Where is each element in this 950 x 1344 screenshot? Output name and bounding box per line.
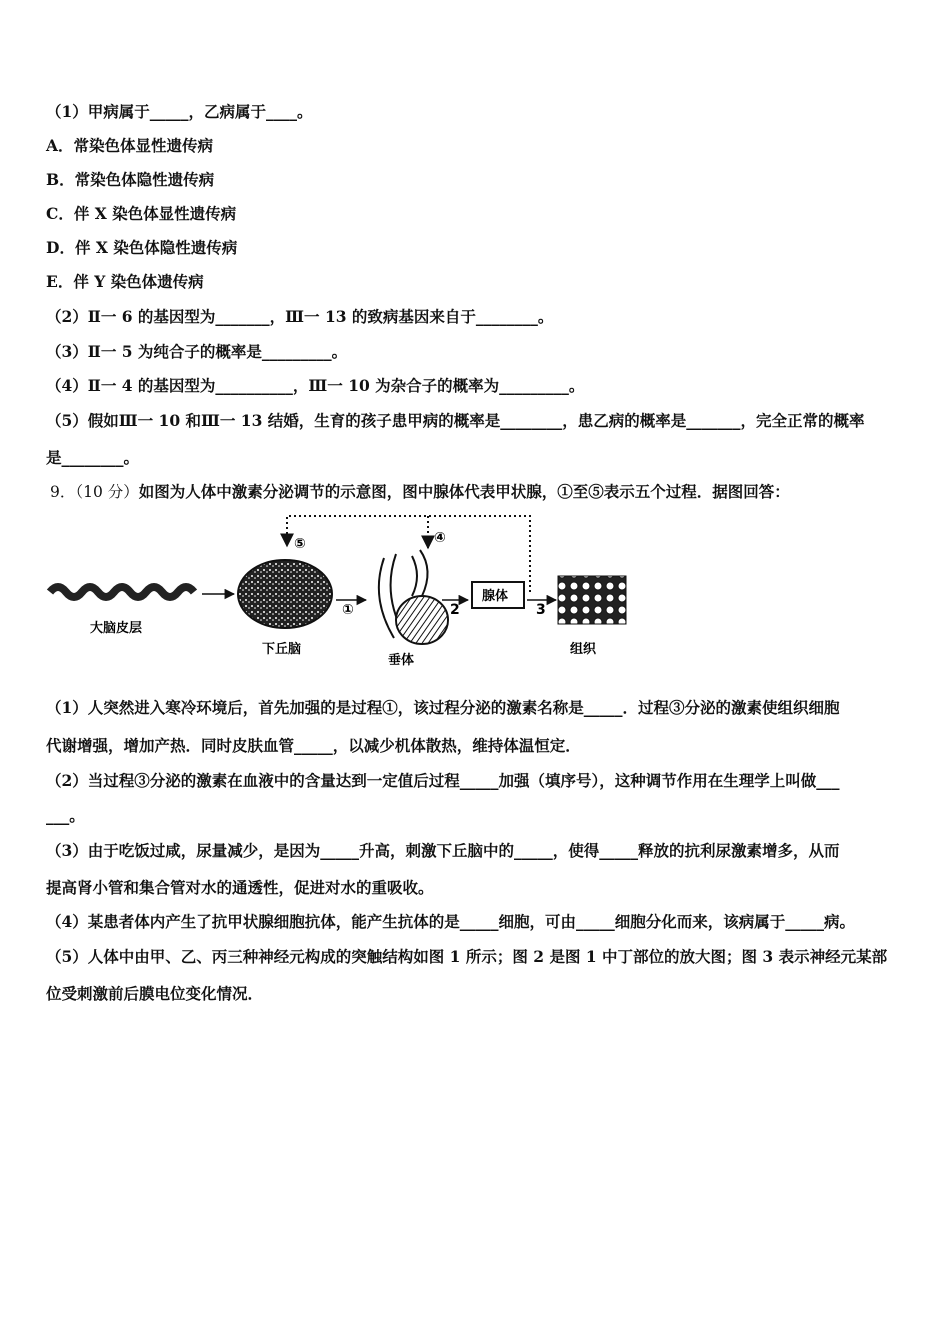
q9-sub-5b: 位受刺激前后膜电位变化情况．	[46, 984, 264, 1003]
label-cerebral-cortex: 大脑皮层	[90, 621, 143, 636]
line-q8-4: （4）Ⅱ一 4 的基因型为__________，Ⅲ一 10 为杂合子的概率为_________。	[46, 376, 585, 395]
q9-sub-4: （4）某患者体内产生了抗甲状腺细胞抗体，能产生抗体的是_____细胞，可由_____细胞分化而来，该病属于_____病。	[46, 912, 856, 931]
q9-sub-5a: （5）人体中由甲、乙、丙三种神经元构成的突触结构如图 1 所示；图 2 是图 1 中丁部位的放大图；图 3 表示神经元某部	[46, 947, 888, 966]
q9-sub-2b: ___。	[46, 806, 85, 825]
label-gland: 腺体	[482, 589, 509, 604]
hormone-regulation-diagram	[40, 508, 640, 668]
question-9-stem	[50, 482, 790, 502]
option-e: E．伴 Y 染色体遗传病	[46, 272, 204, 291]
question-text: 如图为人体中激素分泌调节的示意图，图中腺体代表甲状腺，①至⑤表示五个过程．据图回答：	[138, 482, 790, 501]
q9-sub-3a: （3）由于吃饭过咸，尿量减少，是因为_____升高，刺激下丘脑中的_____，使得_____释放的抗利尿激素增多，从而	[46, 841, 840, 860]
q9-sub-2a: （2）当过程③分泌的激素在血液中的含量达到一定值后过程_____加强（填序号），这种调节作用在生理学上叫做___	[46, 771, 840, 790]
option-b: B．常染色体隐性遗传病	[46, 170, 215, 189]
label-process-5: ⑤	[294, 536, 306, 552]
option-c: C．伴 X 染色体显性遗传病	[46, 204, 237, 223]
label-hypothalamus: 下丘脑	[262, 642, 302, 657]
label-process-4: ④	[434, 530, 446, 546]
line-q8-1: （1）甲病属于_____，乙病属于____。	[46, 102, 313, 121]
option-d: D．伴 X 染色体隐性遗传病	[46, 238, 238, 257]
cerebral-cortex-shape	[50, 587, 194, 597]
line-q8-2: （2）Ⅱ一 6 的基因型为_______，Ⅲ一 13 的致病基因来自于________。	[46, 307, 554, 326]
hypothalamus-shape	[238, 560, 332, 628]
option-a: A．常染色体显性遗传病	[46, 136, 214, 155]
question-number: 9．	[50, 483, 76, 501]
label-process-2: 2	[450, 602, 460, 618]
q9-sub-1a: （1）人突然进入寒冷环境后，首先加强的是过程①，该过程分泌的激素名称是_____．过程③分泌的激素使组织细胞	[46, 698, 840, 717]
question-score: （10 分）	[75, 483, 139, 501]
line-q8-3: （3）Ⅱ一 5 为纯合子的概率是_________。	[46, 342, 348, 361]
label-tissue: 组织	[570, 642, 597, 657]
pituitary-shape	[379, 550, 448, 644]
line-q8-5-cont: 是________。	[46, 448, 140, 467]
q9-sub-1b: 代谢增强，增加产热．同时皮肤血管_____，以减少机体散热，维持体温恒定．	[46, 736, 581, 755]
q9-sub-3b: 提高肾小管和集合管对水的通透性，促进对水的重吸收。	[46, 878, 434, 897]
label-process-3: 3	[536, 602, 546, 618]
tissue-shape	[558, 576, 626, 624]
label-process-1: ①	[342, 602, 354, 618]
label-pituitary: 垂体	[388, 653, 415, 668]
line-q8-5: （5）假如Ⅲ一 10 和Ⅲ一 13 结婚，生育的孩子患甲病的概率是________，患乙病的概率是_______，完全正常的概率	[46, 411, 865, 430]
